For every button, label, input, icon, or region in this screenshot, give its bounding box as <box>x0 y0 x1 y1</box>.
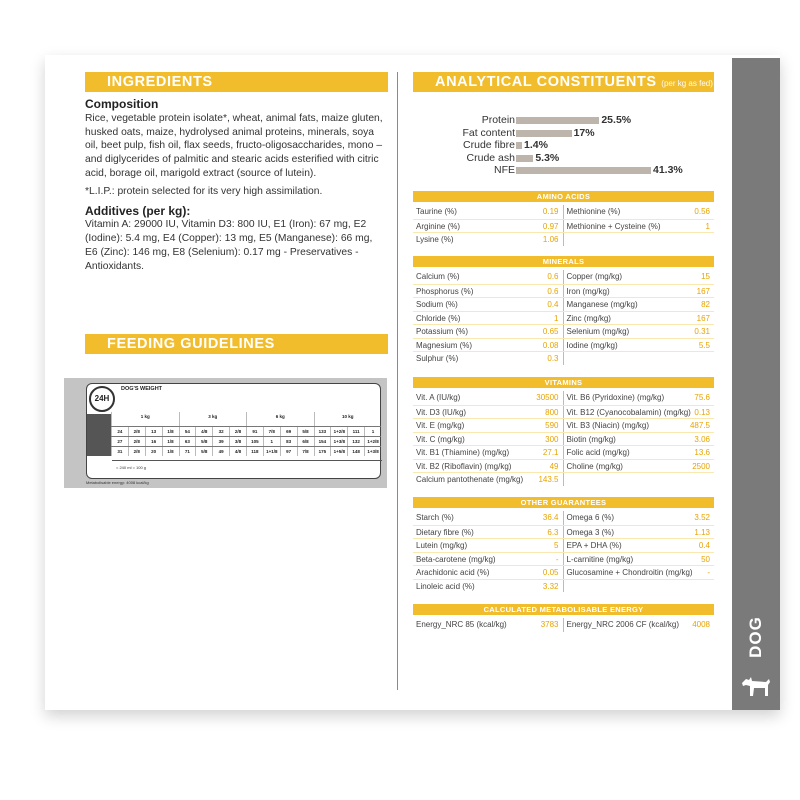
nutrient-cell <box>564 270 715 284</box>
nutrient-label: Lysine (%) <box>416 235 454 244</box>
nutrient-cell <box>564 472 715 486</box>
nutrient-label: EPA + DHA (%) <box>566 541 622 550</box>
amino-title: AMINO ACIDS <box>413 191 714 202</box>
nutrient-label: Magnesium (%) <box>416 340 473 350</box>
nutrient-value: 75.6 <box>694 393 710 402</box>
feeding-cell: 4/8 <box>229 447 246 456</box>
nutrient-value <box>664 473 714 486</box>
ingredients-body <box>85 98 385 278</box>
nutrient-value: 3.32 <box>514 580 564 593</box>
nutrient-value: 0.31 <box>694 327 710 336</box>
nutrient-label: Phosphorus (%) <box>416 286 474 296</box>
nutrient-cell <box>413 418 564 432</box>
nutrient-label: Taurine (%) <box>416 207 457 216</box>
nutrient-value: 590 <box>514 419 564 432</box>
feeding-cell: 32 <box>212 427 229 436</box>
nutrient-value: 0.4 <box>514 298 564 311</box>
nutrient-value <box>664 233 714 246</box>
composition-text: Rice, vegetable protein isolate*, wheat, animal fats, maize gluten, husked oats, maize, hydrolysed animal proteins, minerals, soya oil, beet pulp, fish oil, flax seeds, fructo-oligosaccharides, mono – and diglycerides of palmitic and stearic acids esterified with citric acid, borage oil, marigold extract (source of lutein). <box>85 112 383 179</box>
nutrient-value: 4008 <box>692 620 710 629</box>
bar-label: Fat content <box>462 126 515 139</box>
nutrient-value <box>664 352 714 365</box>
nutrient-row <box>413 270 714 284</box>
nutrient-row <box>413 324 714 338</box>
nutrient-value: 3783 <box>514 618 564 632</box>
nutrient-label: Sulphur (%) <box>416 354 459 363</box>
nutrient-row <box>413 538 714 552</box>
nutrient-label: Iodine (mg/kg) <box>566 340 618 350</box>
cup-note: = 240 ml = 100 g <box>116 465 147 470</box>
nutrient-label: Choline (mg/kg) <box>566 461 623 471</box>
feeding-cell: 118 <box>246 447 263 456</box>
nutrient-cell <box>413 538 564 552</box>
nutrient-value: 36.4 <box>514 511 564 525</box>
nutrient-label: Starch (%) <box>416 513 454 522</box>
nutrient-cell <box>564 418 715 432</box>
nutrient-value: 0.56 <box>694 207 710 216</box>
nutrient-label: Linoleic acid (%) <box>416 581 475 591</box>
feeding-cell: 24 <box>111 427 128 436</box>
nutrient-label: Zinc (mg/kg) <box>566 313 611 323</box>
nutrient-value: 5.5 <box>698 340 710 350</box>
nutrient-row <box>413 511 714 525</box>
nutrient-row <box>413 459 714 473</box>
nutrient-value: - <box>707 568 710 577</box>
nutrient-row <box>413 338 714 352</box>
nutrient-cell <box>564 311 715 325</box>
bar <box>516 167 651 174</box>
other-title: OTHER GUARANTEES <box>413 497 714 508</box>
composition-footnote: *L.I.P.: protein selected for its very high assimilation. <box>85 185 323 197</box>
nutrient-value: 0.6 <box>514 285 564 298</box>
feeding-cell: 3/8 <box>229 437 246 446</box>
nutrient-label: Lutein (mg/kg) <box>416 541 468 550</box>
nutrient-label <box>564 473 665 486</box>
feeding-cell: 1+5/8 <box>330 447 347 456</box>
bar-value: 25.5% <box>601 114 632 126</box>
nutrient-label: Chloride (%) <box>416 313 461 323</box>
nutrient-cell <box>413 472 564 486</box>
nutrient-label: Potassium (%) <box>416 327 469 336</box>
bar <box>516 117 599 124</box>
nutrient-label <box>564 580 665 593</box>
side-label-text: DOG <box>746 616 765 658</box>
dogs-weight-title: DOG'S WEIGHT <box>121 386 163 392</box>
analytical-header-note: (per kg as fed) <box>661 79 713 88</box>
nutrient-value: 167 <box>696 286 710 296</box>
nutrient-value: 0.13 <box>694 407 710 417</box>
nutrient-label: Dietary fibre (%) <box>416 527 474 537</box>
feeding-cell: 133 <box>314 427 331 436</box>
nutrient-value: 2500 <box>692 461 710 471</box>
nutrient-label: Vit. C (mg/kg) <box>416 434 465 444</box>
weight-3kg: 3 kg <box>179 412 247 426</box>
bar-row <box>415 127 715 140</box>
nutrient-cell <box>564 511 715 525</box>
nutrient-value: 300 <box>514 433 564 446</box>
dog-icon <box>738 670 774 700</box>
feeding-cell: 1 <box>364 427 381 436</box>
nutrient-row <box>413 405 714 419</box>
feeding-cell: 5/8 <box>297 427 314 436</box>
nutrient-cell <box>413 391 564 405</box>
nutrient-row <box>413 525 714 539</box>
feeding-header-text: FEEDING GUIDELINES <box>107 336 275 352</box>
nutrient-row <box>413 618 714 632</box>
bar-row <box>415 139 715 152</box>
nutrient-cell <box>413 432 564 446</box>
bar-value: 1.4% <box>524 139 548 151</box>
feeding-cell: 63 <box>179 437 196 446</box>
nutrient-cell <box>413 405 564 419</box>
nutrient-label: Vit. E (mg/kg) <box>416 421 465 430</box>
nutrient-cell <box>564 205 715 219</box>
other-guarantees-section <box>413 497 714 592</box>
nutrient-cell <box>564 552 715 566</box>
feeding-cell: 1/8 <box>162 447 179 456</box>
nutrient-label: Methionine (%) <box>566 207 621 216</box>
nutrient-cell <box>413 324 564 338</box>
feeding-row-normal <box>111 426 381 436</box>
feeding-cell: 1+3/8 <box>364 447 381 456</box>
nutrient-row <box>413 552 714 566</box>
nutrient-label: Methionine + Cysteine (%) <box>566 221 661 231</box>
nutrient-row <box>413 284 714 298</box>
nutrient-label: Omega 3 (%) <box>566 527 615 537</box>
bar-label: Crude fibre <box>463 139 515 151</box>
feeding-cell: 71 <box>179 447 196 456</box>
nutrient-label: Arginine (%) <box>416 221 461 231</box>
weight-header-row <box>111 412 381 426</box>
activity-side-bar <box>87 414 111 456</box>
nutrient-row <box>413 418 714 432</box>
feeding-cell: 54 <box>179 427 196 436</box>
nutrient-cell <box>564 351 715 365</box>
feeding-cell: 175 <box>314 447 331 456</box>
nutrient-label: Vit. B2 (Riboflavin) (mg/kg) <box>416 461 512 471</box>
nutrient-cell <box>564 618 715 632</box>
feeding-cell: 1+2/8 <box>330 427 347 436</box>
nutrient-label: Omega 6 (%) <box>566 513 615 522</box>
nutrient-row <box>413 579 714 593</box>
nutrient-cell <box>413 338 564 352</box>
nutrient-cell <box>564 405 715 419</box>
weight-6kg: 6 kg <box>246 412 314 426</box>
nutrient-value: 13.6 <box>694 448 710 457</box>
nutrient-label: Iron (mg/kg) <box>566 286 610 296</box>
feeding-cell: 1+3/8 <box>330 437 347 446</box>
nutrient-label: Vit. B12 (Cyanocobalamin) (mg/kg) <box>566 407 691 417</box>
feeding-cell: 31 <box>111 447 128 456</box>
feeding-cell: 91 <box>246 427 263 436</box>
bar-value: 41.3% <box>653 164 683 176</box>
nutrient-value: 49 <box>514 460 564 473</box>
bar-row <box>415 114 715 127</box>
nutrient-label <box>564 233 665 246</box>
nutrient-cell <box>413 284 564 298</box>
weight-1kg: 1 kg <box>111 412 179 426</box>
nutrient-value: 3.06 <box>694 434 710 444</box>
nutrient-label: Vit. D3 (IU/kg) <box>416 407 467 417</box>
nutrient-cell <box>413 511 564 525</box>
nutrient-row <box>413 232 714 246</box>
bar-label: Protein <box>481 114 515 126</box>
feeding-cell: 1+1/8 <box>263 447 280 456</box>
nutrient-row <box>413 219 714 233</box>
nutrient-row <box>413 311 714 325</box>
weight-10kg: 10 kg <box>314 412 382 426</box>
nutrient-label: Biotin (mg/kg) <box>566 434 616 444</box>
nutrient-label: Selenium (mg/kg) <box>566 327 630 336</box>
feeding-cell: 132 <box>347 437 364 446</box>
nutrient-value: 0.97 <box>514 220 564 233</box>
bar <box>516 130 572 137</box>
nutrient-cell <box>413 270 564 284</box>
vitamins-section <box>413 377 714 486</box>
nutrient-value: 15 <box>701 272 710 281</box>
nutrient-cell <box>564 565 715 579</box>
nutrient-label: Calcium pantothenate (mg/kg) <box>416 475 524 484</box>
additives-text: Vitamin A: 29000 IU, Vitamin D3: 800 IU, E1 (Iron): 67 mg, E2 (Iodine): 5.4 mg, E4 (Copper): 13 mg, E5 (Manganese): 66 mg, E6 (Zinc): 146 mg, E8 (Selenium): 0.17 mg - Preservatives - Antioxidants. <box>85 219 373 272</box>
nutrient-label: Copper (mg/kg) <box>566 272 623 281</box>
nutrient-label: Vit. A (IU/kg) <box>416 393 461 402</box>
nutrient-cell <box>413 552 564 566</box>
feeding-cell: 13 <box>145 427 162 436</box>
nutrient-row <box>413 351 714 365</box>
nutrient-value: - <box>514 553 564 566</box>
nutrient-row <box>413 391 714 405</box>
nutrient-value: 6.3 <box>514 526 564 539</box>
feeding-row-high <box>111 446 381 456</box>
nutrient-label: L-carnitine (mg/kg) <box>566 554 634 564</box>
nutrient-value: 27.1 <box>514 446 564 459</box>
nutrient-value: 50 <box>701 554 710 564</box>
nutrient-label: Vit. B1 (Thiamine) (mg/kg) <box>416 448 510 457</box>
feeding-cell: 2/8 <box>128 437 145 446</box>
nutrient-value: 0.4 <box>698 541 710 550</box>
feeding-cell: 83 <box>280 437 297 446</box>
nutrient-cell <box>564 459 715 473</box>
nutrient-value: 1 <box>705 221 710 231</box>
nutrient-row <box>413 432 714 446</box>
feeding-cell: 5/8 <box>195 437 212 446</box>
feeding-table-inner <box>86 383 381 479</box>
feeding-cell: 1+2/8 <box>364 437 381 446</box>
bar-label: Crude ash <box>466 151 515 164</box>
feeding-cell: 4/8 <box>195 427 212 436</box>
minerals-title: MINERALS <box>413 256 714 267</box>
nutrient-value: 800 <box>514 406 564 419</box>
nutrient-cell <box>564 579 715 593</box>
nutrient-value: 1.13 <box>694 527 710 537</box>
feeding-cell: 154 <box>314 437 331 446</box>
nutrient-label: Manganese (mg/kg) <box>566 300 638 309</box>
nutrient-value: 167 <box>696 313 710 323</box>
feeding-cell: 49 <box>212 447 229 456</box>
composition-title: Composition <box>85 97 159 111</box>
nutrient-value <box>664 580 714 593</box>
nutrient-label: Vit. B6 (Pyridoxine) (mg/kg) <box>566 393 665 402</box>
nutrient-value: 0.05 <box>514 566 564 579</box>
feeding-cell: 7/8 <box>297 447 314 456</box>
minerals-section <box>413 256 714 365</box>
feeding-cell: 5/8 <box>195 447 212 456</box>
nutrient-value: 0.19 <box>514 205 564 219</box>
feeding-cell: 16 <box>145 437 162 446</box>
nutrient-cell <box>413 445 564 459</box>
24h-badge: 24H <box>89 386 115 412</box>
nutrient-cell <box>413 205 564 219</box>
feeding-cell: 1/8 <box>162 427 179 436</box>
nutrient-cell <box>564 445 715 459</box>
feeding-table <box>64 378 387 488</box>
nutrient-label: Glucosamine + Chondroitin (mg/kg) <box>566 568 693 577</box>
bar-row <box>415 164 715 177</box>
nutrient-row <box>413 205 714 219</box>
energy-title: CALCULATED METABOLISABLE ENERGY <box>413 604 714 615</box>
nutrient-value: 5 <box>514 539 564 552</box>
nutrient-value: 30500 <box>514 391 564 405</box>
nutrient-cell <box>413 525 564 539</box>
ingredients-header <box>85 72 388 92</box>
nutrient-cell <box>564 538 715 552</box>
feeding-cell: 39 <box>212 437 229 446</box>
amino-acids-section <box>413 191 714 246</box>
vitamins-title: VITAMINS <box>413 377 714 388</box>
bar-value: 17% <box>573 126 595 139</box>
nutrient-cell <box>564 525 715 539</box>
feeding-cell: 20 <box>145 447 162 456</box>
nutrient-cell <box>413 579 564 593</box>
nutrient-label: Calcium (%) <box>416 272 460 281</box>
feeding-grid <box>111 412 381 456</box>
analytical-header <box>413 72 714 92</box>
nutrient-cell <box>413 459 564 473</box>
bar-row <box>415 152 715 165</box>
bar <box>516 155 533 162</box>
nutrient-row <box>413 445 714 459</box>
feeding-cell: 2/8 <box>128 447 145 456</box>
feeding-cell: 69 <box>280 427 297 436</box>
nutrient-cell <box>413 297 564 311</box>
bar-value: 5.3% <box>535 151 560 164</box>
feeding-cell: 148 <box>347 447 364 456</box>
nutrient-label: Folic acid (mg/kg) <box>566 448 630 457</box>
nutrient-cell <box>564 324 715 338</box>
nutrient-label: Vit. B3 (Niacin) (mg/kg) <box>566 421 650 430</box>
bar <box>516 142 522 149</box>
nutrient-label: Beta-carotene (mg/kg) <box>416 554 496 564</box>
feeding-header <box>85 334 388 354</box>
nutrient-cell <box>564 391 715 405</box>
additives-title: Additives (per kg): <box>85 203 191 218</box>
nutrient-cell <box>564 297 715 311</box>
nutrient-cell <box>564 232 715 246</box>
nutrient-cell <box>564 338 715 352</box>
feeding-cell: 27 <box>111 437 128 446</box>
feeding-cell: 97 <box>280 447 297 456</box>
feeding-cell: 1 <box>263 437 280 446</box>
bar-label: NFE <box>494 164 515 176</box>
ingredients-header-text: INGREDIENTS <box>107 74 213 90</box>
nutrient-value: 0.65 <box>514 325 564 338</box>
nutrient-value: 3.52 <box>694 513 710 522</box>
nutrient-cell <box>413 618 564 632</box>
feeding-cell: 111 <box>347 427 364 436</box>
feeding-footer <box>112 460 382 480</box>
feeding-cell: 105 <box>246 437 263 446</box>
nutrient-row <box>413 565 714 579</box>
analytical-header-text: ANALYTICAL CONSTITUENTS <box>435 74 657 90</box>
nutrient-cell <box>564 284 715 298</box>
nutrient-value: 1.06 <box>514 233 564 246</box>
nutrient-value: 1 <box>514 312 564 325</box>
nutrient-label: Energy_NRC 2006 CF (kcal/kg) <box>566 620 679 629</box>
nutrient-value: 143.5 <box>523 473 563 486</box>
feeding-cell: 2/8 <box>229 427 246 436</box>
side-label <box>733 612 779 662</box>
nutrient-row <box>413 297 714 311</box>
feeding-cell: 1/8 <box>162 437 179 446</box>
nutrient-row <box>413 472 714 486</box>
nutrient-cell <box>564 219 715 233</box>
nutrient-label: Energy_NRC 85 (kcal/kg) <box>416 620 507 629</box>
feeding-cell: 2/8 <box>128 427 145 436</box>
nutrient-cell <box>413 232 564 246</box>
nutrient-label: Sodium (%) <box>416 300 458 309</box>
energy-section <box>413 604 714 632</box>
nutrient-cell <box>413 219 564 233</box>
nutrient-cell <box>413 311 564 325</box>
nutrient-label: Arachidonic acid (%) <box>416 568 490 577</box>
nutrient-value: 0.3 <box>514 352 564 365</box>
nutrient-cell <box>564 432 715 446</box>
nutrient-value: 82 <box>701 300 710 309</box>
nutrient-value: 487.5 <box>689 421 710 430</box>
feeding-cell: 7/8 <box>263 427 280 436</box>
nutrient-value: 0.6 <box>514 270 564 284</box>
metabolisable-energy-note: Metabolisable energy: 4008 kcal/kg <box>86 480 149 485</box>
feeding-row-activity <box>111 436 381 446</box>
nutrient-cell <box>413 565 564 579</box>
nutrient-value: 0.08 <box>514 339 564 352</box>
feeding-cell: 6/8 <box>297 437 314 446</box>
nutrient-label <box>564 352 665 365</box>
nutrient-cell <box>413 351 564 365</box>
